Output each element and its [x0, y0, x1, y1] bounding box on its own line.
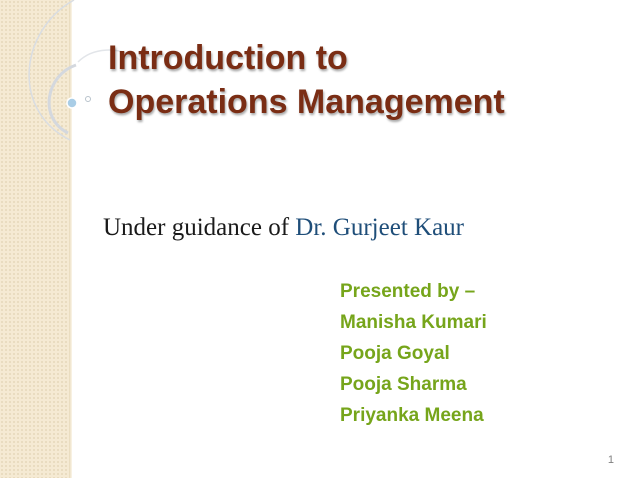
decorative-dot	[67, 98, 77, 108]
presented-by-label: Presented by –	[340, 281, 476, 302]
guide-name: Dr. Gurjeet Kaur	[295, 214, 464, 241]
presenter-name: Manisha Kumari	[340, 312, 487, 333]
presenters-block	[340, 276, 487, 431]
slide-title-line: Operations Management	[108, 83, 505, 121]
presenter-name: Priyanka Meena	[340, 405, 484, 426]
slide-title-line: Introduction to	[108, 39, 348, 77]
presenter-name: Pooja Goyal	[340, 343, 450, 364]
decorative-dot	[86, 97, 91, 102]
slide-title	[108, 36, 505, 124]
guidance-prefix: Under guidance of	[103, 214, 296, 241]
page-number: 1	[607, 454, 614, 466]
presenter-name: Pooja Sharma	[340, 374, 467, 395]
guidance-line	[103, 214, 464, 242]
